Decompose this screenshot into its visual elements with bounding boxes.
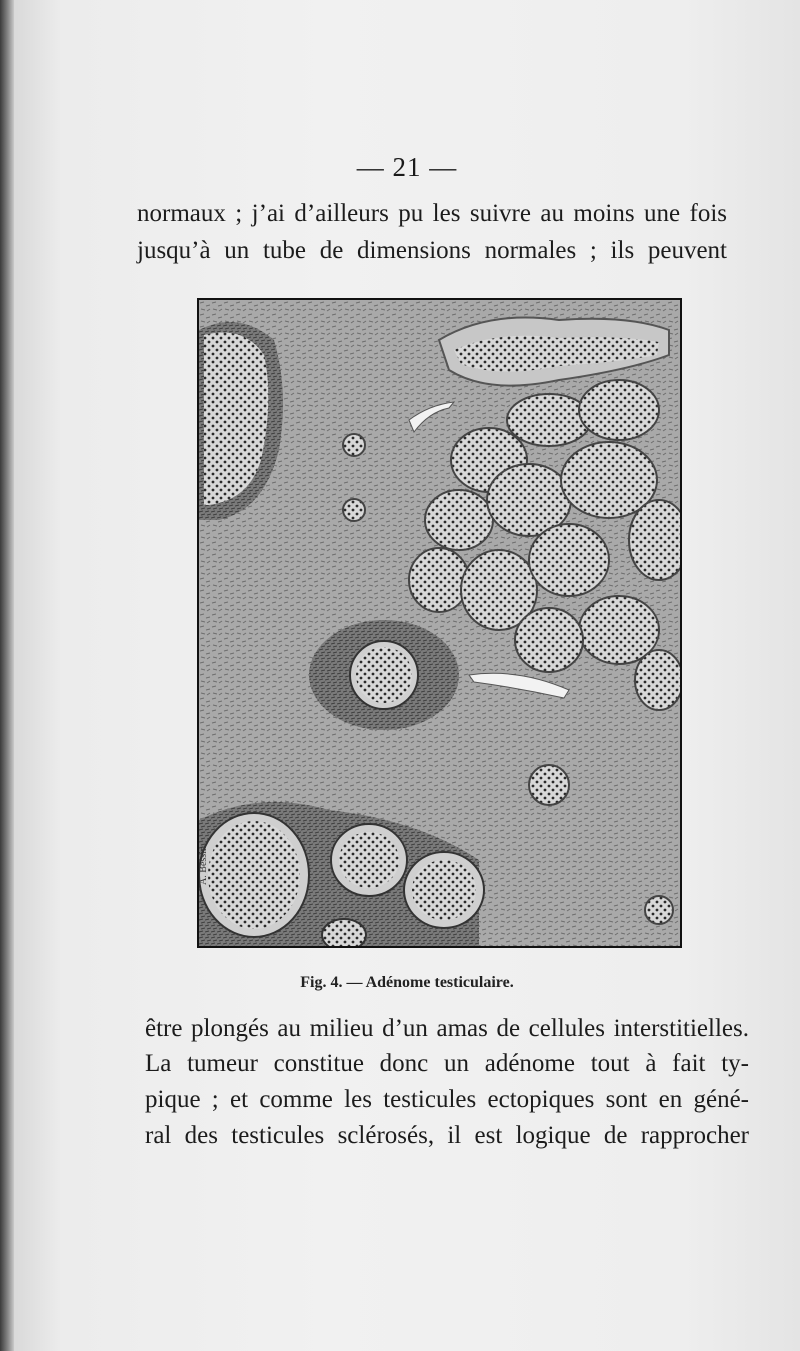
- body-line-3: être plongés au milieu d’un amas de cellules interstitielles.: [145, 1015, 749, 1042]
- artist-signature: A. Bessin: [197, 846, 209, 885]
- figure-illustration: [197, 298, 682, 948]
- page-number: — 21 —: [356, 152, 458, 182]
- histology-engraving: [199, 300, 680, 946]
- page-gutter-shadow: [0, 0, 14, 1351]
- book-page: [14, 0, 800, 1351]
- figure-caption: Fig. 4. — Adénome testiculaire.: [300, 974, 514, 991]
- body-line-6: ral des testicules sclérosés, il est logique de rapprocher: [145, 1122, 749, 1149]
- body-line-4: La tumeur constitue donc un adénome tout à fait ty-: [145, 1050, 749, 1077]
- body-line-1: normaux ; j’ai d’ailleurs pu les suivre au moins une fois: [137, 200, 727, 227]
- body-line-5: pique ; et comme les testicules ectopiques sont en géné-: [145, 1086, 749, 1113]
- body-line-2: jusqu’à un tube de dimensions normales ; ils peuvent: [137, 237, 727, 264]
